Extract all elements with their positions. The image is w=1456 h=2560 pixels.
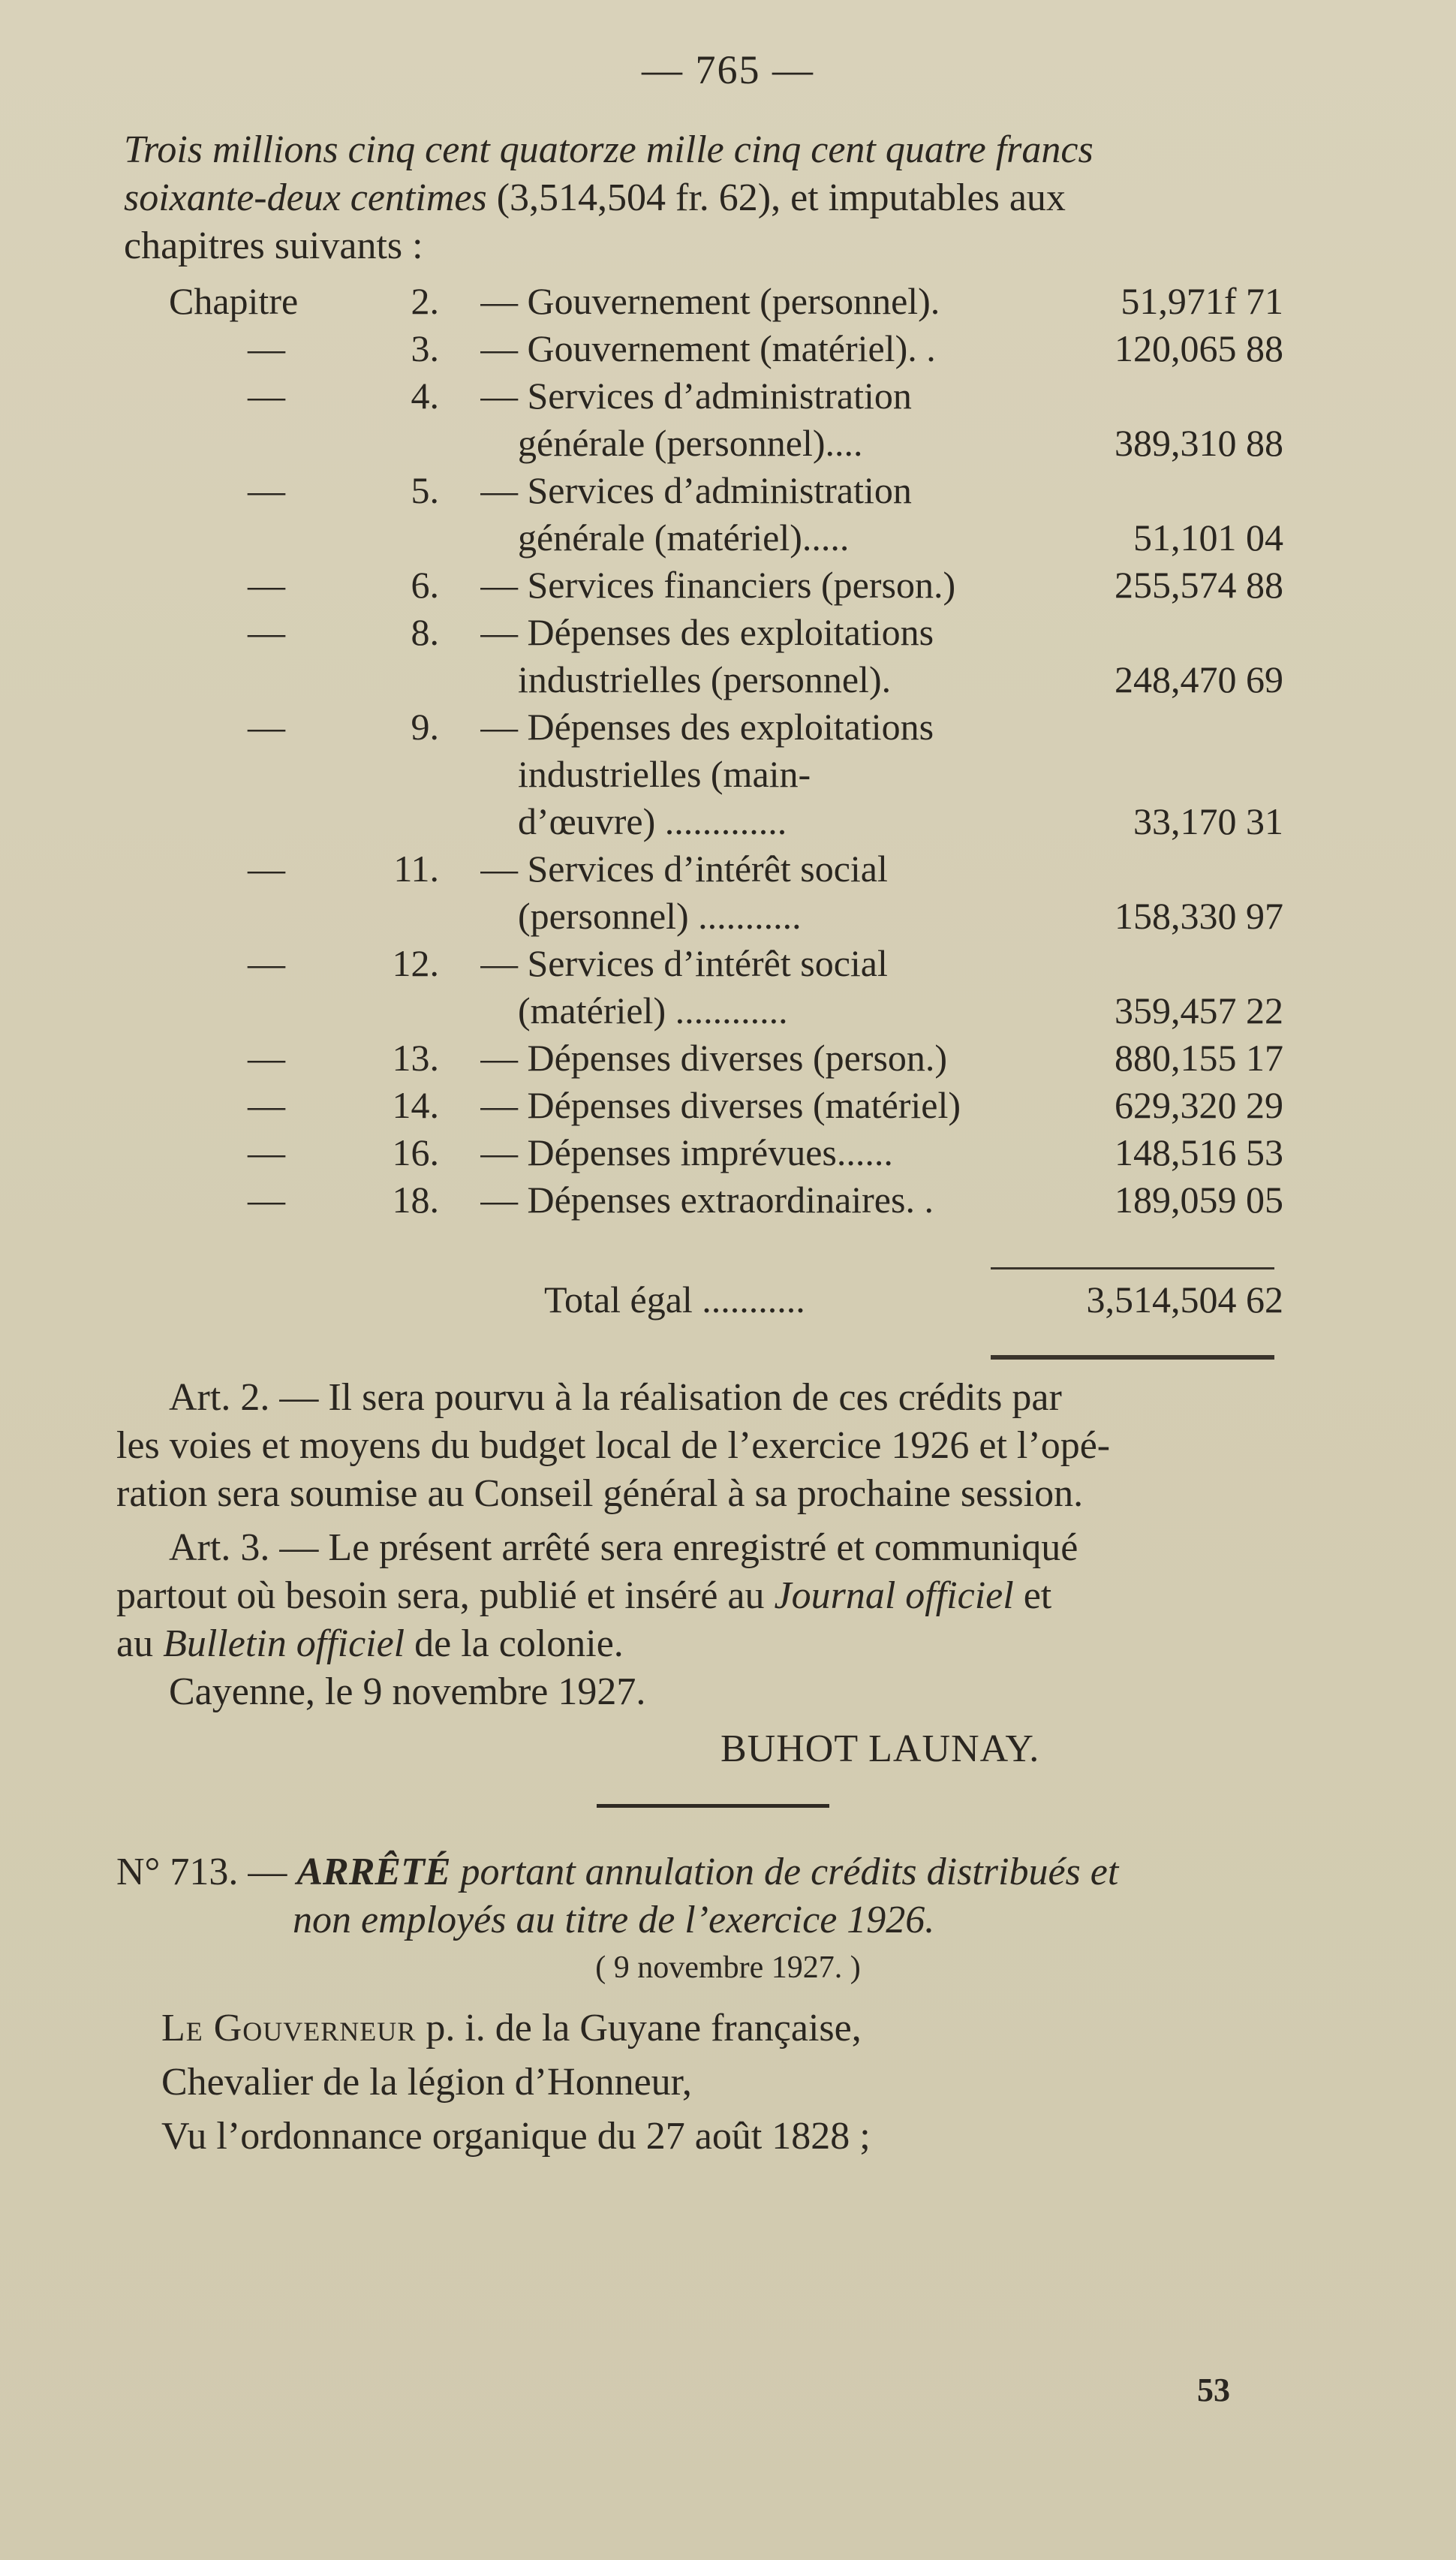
- article-3-text-e: de la colonie.: [405, 1622, 624, 1665]
- decree-heading-line-1: [116, 1848, 1283, 1896]
- chapter-amount: 51,101 04: [1133, 517, 1283, 559]
- chapter-description: — Dépenses diverses (person.): [480, 1037, 948, 1079]
- chapter-amount: 389,310 88: [1115, 422, 1283, 464]
- decree-heading: [116, 1848, 1283, 1944]
- chapter-amount: 51,971f 71: [1121, 280, 1283, 322]
- chapter-row: [124, 467, 1283, 514]
- chapter-number: 12.: [392, 942, 439, 984]
- chapter-number: 2.: [411, 280, 439, 322]
- intro-amount-text: (3,514,504 fr. 62), et imputables aux: [486, 176, 1066, 219]
- chapter-description: industrielles (main-: [518, 753, 811, 795]
- chapter-description: — Services financiers (person.): [480, 564, 956, 606]
- article-2-line-3: ration sera soumise au Conseil général à sa prochaine session.: [116, 1472, 1084, 1515]
- chapter-row: [124, 372, 1283, 420]
- chapter-label: Chapitre: [169, 280, 299, 322]
- chapter-label: —: [248, 1037, 285, 1079]
- article-2: [116, 1374, 1283, 1518]
- chapter-table: [124, 278, 1283, 1224]
- chapter-row: [124, 609, 1283, 656]
- chapter-row: [124, 893, 1283, 940]
- chapter-description: générale (matériel).....: [518, 517, 850, 559]
- article-3-text-c: et: [1013, 1574, 1052, 1617]
- chapter-amount: 120,065 88: [1115, 327, 1283, 369]
- chapter-description: d’œuvre) .............: [518, 800, 787, 842]
- chapter-description: générale (personnel)....: [518, 422, 863, 464]
- chapter-number: 14.: [392, 1084, 439, 1126]
- chapter-description: industrielles (personnel).: [518, 658, 892, 700]
- chapter-number: 11.: [393, 848, 439, 890]
- decree-preamble: [161, 2001, 1283, 2164]
- intro-paragraph: [124, 126, 1283, 270]
- intro-line-2: [124, 174, 1283, 222]
- article-3-text-d: au: [116, 1622, 164, 1665]
- chapter-description: (matériel) ............: [518, 989, 788, 1032]
- chapter-amount: 158,330 97: [1115, 895, 1283, 937]
- chapter-description: — Gouvernement (personnel).: [480, 280, 940, 322]
- signature: BUHOT LAUNAY.: [720, 1727, 1040, 1770]
- chapter-row: [124, 420, 1283, 467]
- chapter-number: 3.: [411, 327, 439, 369]
- chapter-row: [124, 703, 1283, 751]
- sheet-signature-number: 53: [1197, 2372, 1230, 2408]
- chapter-description: — Dépenses des exploitations: [480, 706, 934, 748]
- chapter-amount: 880,155 17: [1115, 1037, 1283, 1079]
- preamble-line-1: [161, 2001, 1283, 2056]
- chapter-row: [124, 514, 1283, 562]
- total-row: [124, 1276, 1283, 1324]
- journal-officiel: Journal officiel: [774, 1574, 1014, 1617]
- chapter-label: —: [248, 1084, 285, 1126]
- chapter-row: [124, 845, 1283, 893]
- decree-heading-line-2: non employés au titre de l’exercice 1926.: [293, 1899, 935, 1941]
- chapter-row: [124, 987, 1283, 1035]
- article-3-line-2: [116, 1572, 1283, 1620]
- chapter-amount: 148,516 53: [1115, 1131, 1283, 1173]
- chapter-amount: 189,059 05: [1115, 1179, 1283, 1221]
- chapter-description: (personnel) ...........: [518, 895, 802, 937]
- decree-date: ( 9 novembre 1927. ): [595, 1950, 861, 1985]
- le-gouverneur: Le Gouverneur: [161, 2007, 417, 2050]
- bulletin-officiel: Bulletin officiel: [163, 1622, 405, 1665]
- chapter-description: — Services d’administration: [480, 469, 912, 511]
- decree-title: ARRÊTÉ: [296, 1851, 451, 1893]
- chapter-amount: 255,574 88: [1115, 564, 1283, 606]
- chapter-label: —: [248, 942, 285, 984]
- chapter-row: [124, 1176, 1283, 1224]
- total-amount: 3,514,504 62: [1086, 1278, 1283, 1321]
- decree-subject-1: portant annulation de crédits distribués et: [450, 1851, 1119, 1893]
- chapter-row: [124, 1129, 1283, 1176]
- chapter-row: [124, 940, 1283, 987]
- chapter-amount: 248,470 69: [1115, 658, 1283, 700]
- chapter-label: —: [248, 375, 285, 417]
- decree-number: N° 713. —: [116, 1851, 297, 1893]
- chapter-row: [124, 278, 1283, 325]
- chapter-row: [124, 325, 1283, 372]
- total-rule-bottom: [991, 1355, 1274, 1360]
- chapter-amount: 33,170 31: [1133, 800, 1283, 842]
- chapter-number: 8.: [411, 611, 439, 653]
- chapter-number: 18.: [392, 1179, 439, 1221]
- chapter-label: —: [248, 1179, 285, 1221]
- chapter-number: 6.: [411, 564, 439, 606]
- total-label: Total égal ...........: [544, 1278, 805, 1321]
- article-3-text-a: partout où besoin sera, publié et inséré au: [116, 1574, 775, 1617]
- article-2-line-2: les voies et moyens du budget local de l’exercice 1926 et l’opé-: [116, 1424, 1111, 1467]
- article-2-line-1: Art. 2. — Il sera pourvu à la réalisation de ces crédits par: [169, 1376, 1062, 1419]
- chapter-number: 9.: [411, 706, 439, 748]
- chapter-description: — Dépenses imprévues......: [480, 1131, 893, 1173]
- preamble-line-2: Chevalier de la légion d’Honneur,: [161, 2061, 692, 2104]
- chapter-number: 16.: [392, 1131, 439, 1173]
- chapter-description: — Dépenses diverses (matériel): [480, 1084, 961, 1126]
- chapter-label: —: [248, 469, 285, 511]
- intro-italic-amount: soixante-deux centimes: [124, 176, 487, 219]
- place-date: Cayenne, le 9 novembre 1927.: [169, 1670, 646, 1713]
- chapter-description: — Services d’intérêt social: [480, 848, 888, 890]
- intro-line-3: chapitres suivants :: [124, 224, 423, 267]
- preamble-line-1-rest: p. i. de la Guyane française,: [416, 2007, 862, 2050]
- chapter-row: [124, 562, 1283, 609]
- chapter-description: — Dépenses extraordinaires. .: [480, 1179, 934, 1221]
- chapter-number: 5.: [411, 469, 439, 511]
- preamble-line-3: Vu l’ordonnance organique du 27 août 1828 ;: [161, 2115, 871, 2158]
- chapter-description: — Gouvernement (matériel). .: [480, 327, 936, 369]
- chapter-row: [124, 656, 1283, 703]
- article-3-line-3: [116, 1620, 1283, 1668]
- article-3-line-1: Art. 3. — Le présent arrêté sera enregistré et communiqué: [169, 1526, 1078, 1569]
- chapter-row: [124, 1082, 1283, 1129]
- chapter-label: —: [248, 564, 285, 606]
- article-3: [116, 1524, 1283, 1716]
- intro-line-1: Trois millions cinq cent quatorze mille cinq cent quatre francs: [124, 128, 1094, 171]
- separator-rule: [597, 1804, 829, 1808]
- page-number: — 765 —: [642, 47, 814, 92]
- chapter-number: 4.: [411, 375, 439, 417]
- chapter-label: —: [248, 1131, 285, 1173]
- total-rule-top: [991, 1267, 1274, 1269]
- chapter-row: [124, 798, 1283, 845]
- chapter-description: — Services d’intérêt social: [480, 942, 888, 984]
- chapter-amount: 629,320 29: [1115, 1084, 1283, 1126]
- chapter-row: [124, 751, 1283, 798]
- chapter-description: — Services d’administration: [480, 375, 912, 417]
- chapter-label: —: [248, 848, 285, 890]
- chapter-amount: 359,457 22: [1115, 989, 1283, 1032]
- chapter-number: 13.: [392, 1037, 439, 1079]
- chapter-label: —: [248, 327, 285, 369]
- chapter-label: —: [248, 706, 285, 748]
- chapter-description: — Dépenses des exploitations: [480, 611, 934, 653]
- chapter-label: —: [248, 611, 285, 653]
- chapter-row: [124, 1035, 1283, 1082]
